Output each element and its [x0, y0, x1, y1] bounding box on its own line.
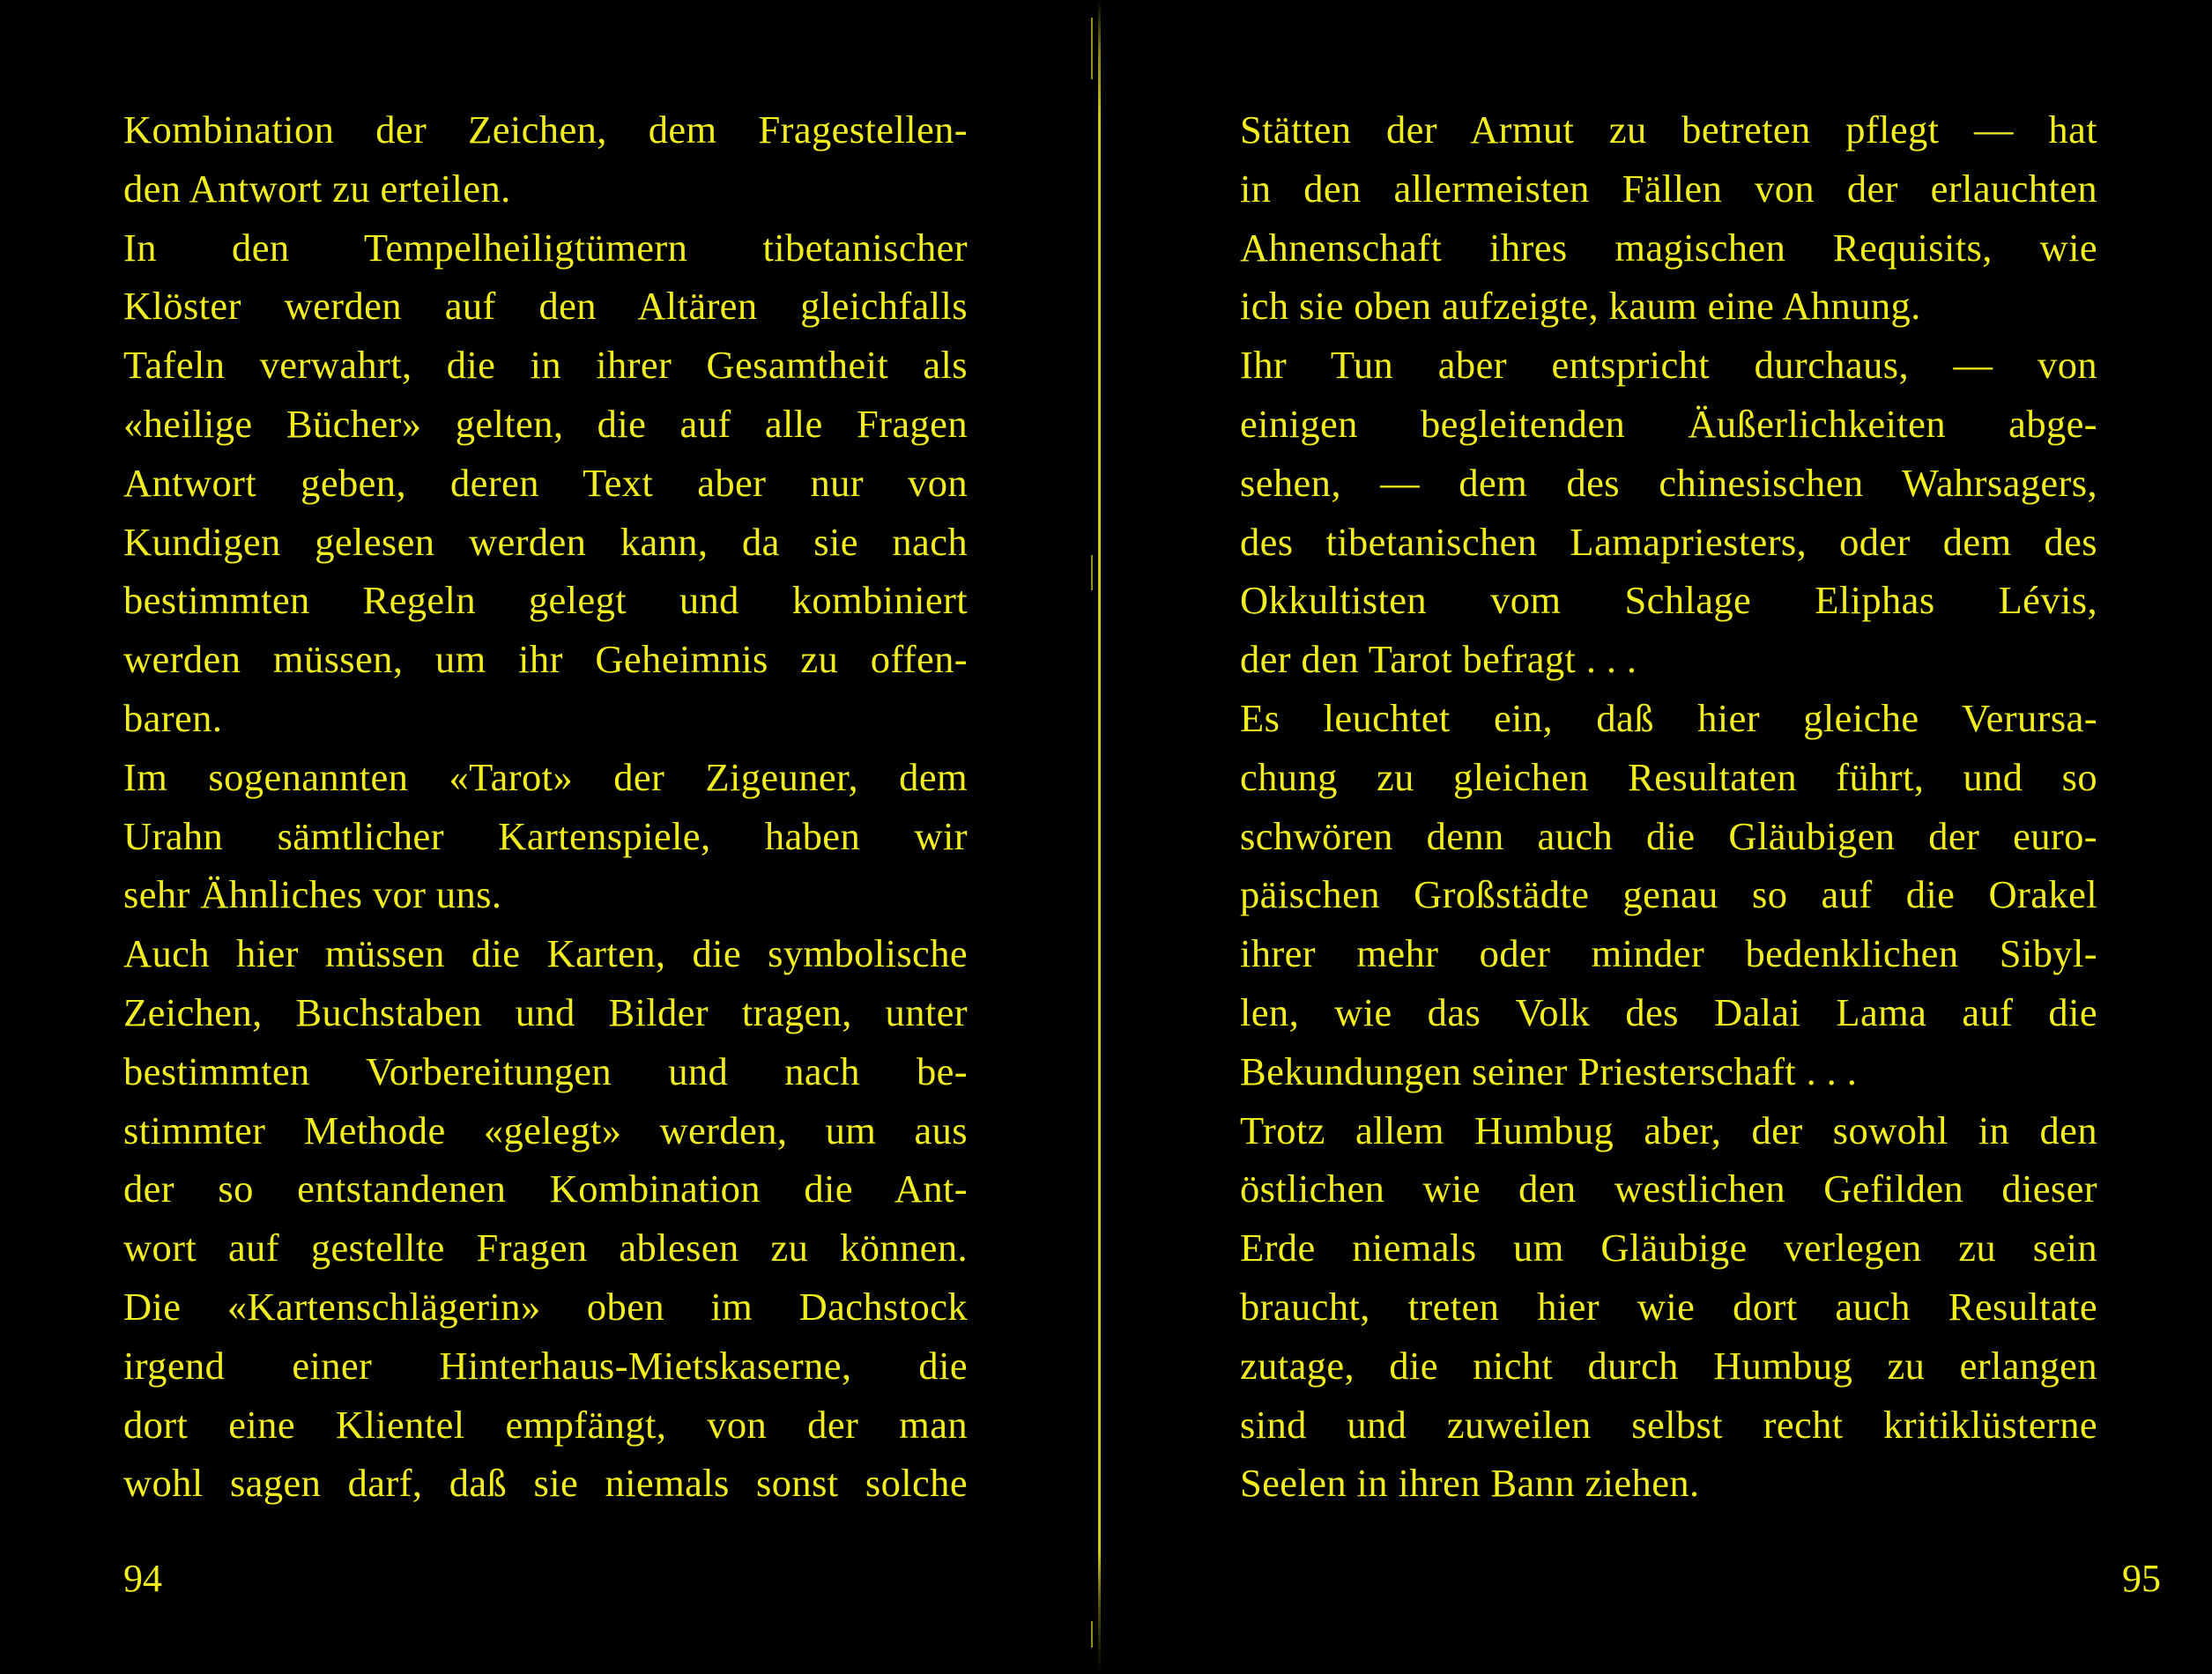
text-line: Erde niemals um Gläubige verlegen zu sein — [1240, 1226, 2097, 1270]
text-line: zutage, die nicht durch Humbug zu erlangen — [1240, 1343, 2097, 1388]
text-line: Zeichen, Buchstaben und Bilder tragen, unter — [123, 989, 968, 1034]
text-line: Urahn sämtlicher Kartenspiele, haben wir — [123, 813, 968, 858]
text-line: chung zu gleichen Resultaten führt, und so — [1240, 754, 2097, 799]
text-line: Klöster werden auf den Altären gleichfalls — [123, 284, 968, 329]
gutter-mark — [1091, 555, 1093, 590]
text-line: bestimmten Regeln gelegt und kombiniert — [123, 578, 968, 623]
text-line: der den Tarot befragt . . . — [1240, 637, 1637, 682]
text-line: irgend einer Hinterhaus-Mietskaserne, die — [123, 1343, 968, 1388]
text-line: Okkultisten vom Schlage Eliphas Lévis, — [1240, 578, 2097, 623]
text-line: der so entstandenen Kombination die Ant- — [123, 1167, 968, 1211]
text-line: sind und zuweilen selbst recht kritiklüsterne — [1240, 1402, 2097, 1447]
text-line: Ihr Tun aber entspricht durchaus, — von — [1240, 343, 2097, 388]
text-line: wort auf gestellte Fragen ablesen zu können. — [123, 1226, 968, 1270]
text-line: braucht, treten hier wie dort auch Resultate — [1240, 1284, 2097, 1329]
text-line: baren. — [123, 695, 223, 740]
text-line: Antwort geben, deren Text aber nur von — [123, 460, 968, 505]
text-line: Bekundungen seiner Priesterschaft . . . — [1240, 1048, 1858, 1093]
text-line: schwören denn auch die Gläubigen der euro- — [1240, 813, 2097, 858]
page-number-right: 95 — [2122, 1557, 2161, 1600]
text-line: Kundigen gelesen werden kann, da sie nach — [123, 519, 968, 564]
text-line: Auch hier müssen die Karten, die symbolische — [123, 931, 968, 976]
book-gutter — [1098, 0, 1101, 1674]
right-page-text — [1240, 100, 2097, 1513]
text-line: «heilige Bücher» gelten, die auf alle Fragen — [123, 401, 968, 446]
text-line: ich sie oben aufzeigte, kaum eine Ahnung. — [1240, 284, 1921, 329]
text-line: den Antwort zu erteilen. — [123, 166, 511, 211]
gutter-mark — [1091, 18, 1093, 79]
text-line: bestimmten Vorbereitungen und nach be- — [123, 1048, 968, 1093]
text-line: Es leuchtet ein, daß hier gleiche Verursa- — [1240, 695, 2097, 740]
text-line: Trotz allem Humbug aber, der sowohl in den — [1240, 1107, 2097, 1152]
text-line: werden müssen, um ihr Geheimnis zu offen- — [123, 637, 968, 682]
text-line: wohl sagen darf, daß sie niemals sonst solche — [123, 1461, 968, 1506]
left-page — [0, 0, 1102, 1674]
text-line: In den Tempelheiligtümern tibetanischer — [123, 225, 968, 270]
gutter-mark — [1091, 1621, 1093, 1648]
right-page — [1112, 0, 2212, 1674]
text-line: Im sogenannten «Tarot» der Zigeuner, dem — [123, 754, 968, 799]
text-line: Seelen in ihren Bann ziehen. — [1240, 1461, 1700, 1506]
text-line: Ahnenschaft ihres magischen Requisits, wie — [1240, 225, 2097, 270]
text-line: päischen Großstädte genau so auf die Orakel — [1240, 872, 2097, 917]
text-line: ihrer mehr oder minder bedenklichen Sibyl- — [1240, 931, 2097, 976]
text-line: dort eine Klientel empfängt, von der man — [123, 1402, 968, 1447]
text-line: stimmter Methode «gelegt» werden, um aus — [123, 1107, 968, 1152]
text-line: sehr Ähnliches vor uns. — [123, 872, 502, 917]
text-line: in den allermeisten Fällen von der erlauchten — [1240, 166, 2097, 211]
text-line: sehen, — dem des chinesischen Wahrsagers, — [1240, 460, 2097, 505]
page-number-left: 94 — [123, 1557, 162, 1600]
text-line: des tibetanischen Lamapriesters, oder dem des — [1240, 519, 2097, 564]
text-line: Die «Kartenschlägerin» oben im Dachstock — [123, 1284, 968, 1329]
text-line: Kombination der Zeichen, dem Fragestellen- — [123, 107, 968, 152]
text-line: Stätten der Armut zu betreten pflegt — hat — [1240, 107, 2097, 152]
text-line: einigen begleitenden Äußerlichkeiten abge- — [1240, 401, 2097, 446]
text-line: Tafeln verwahrt, die in ihrer Gesamtheit als — [123, 343, 968, 388]
text-line: östlichen wie den westlichen Gefilden dieser — [1240, 1167, 2097, 1211]
text-line: len, wie das Volk des Dalai Lama auf die — [1240, 989, 2097, 1034]
left-page-text — [123, 100, 968, 1513]
